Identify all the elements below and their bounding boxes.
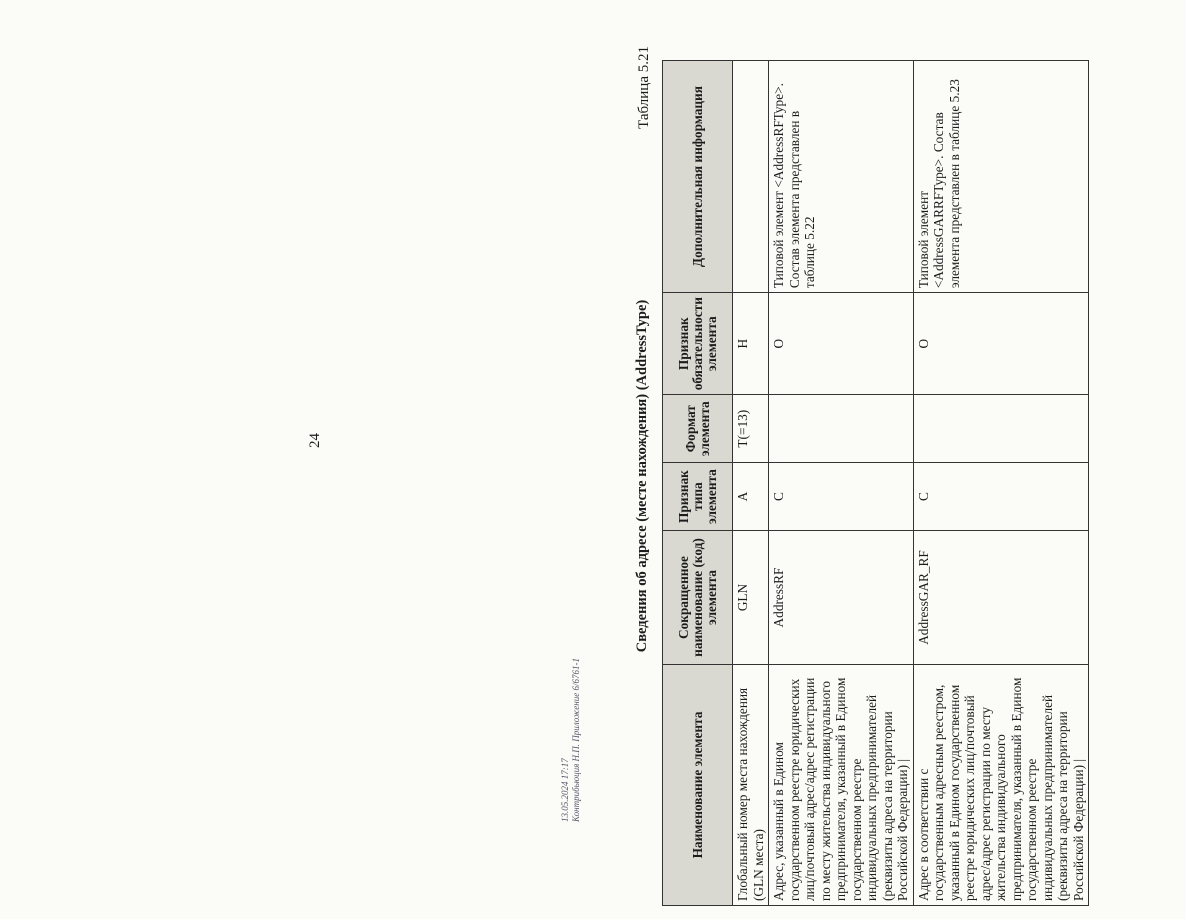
- stamp-line-2: Контрибьюция Н.П. Приложение 6/6761-1: [571, 657, 581, 822]
- cell-code: AddressGAR_RF: [913, 531, 1089, 665]
- table-row: [913, 61, 1089, 906]
- cell-info: Типовой элемент <AddressRFType>. Состав элемента представлен в таблице 5.22: [769, 61, 914, 293]
- cell-format: T(=13): [733, 395, 769, 463]
- page-number: 24: [307, 433, 323, 448]
- header-row: [663, 61, 733, 906]
- cell-type: C: [913, 463, 1089, 531]
- cell-name: Глобальный номер места нахождения (GLN места): [733, 665, 769, 906]
- col-header-info: Дополнительная информация: [663, 61, 733, 293]
- cell-code: AddressRF: [769, 531, 914, 665]
- table-row: [733, 61, 769, 906]
- cell-format: [913, 395, 1089, 463]
- col-header-code: Сокращенное наименование (код) элемента: [663, 531, 733, 665]
- cell-required: O: [913, 293, 1089, 395]
- cell-info: Типовой элемент <AddressGARRFType>. Состав элемента представлен в таблице 5.23: [913, 61, 1089, 293]
- address-table: [662, 60, 1089, 906]
- cell-code: GLN: [733, 531, 769, 665]
- cell-type: A: [733, 463, 769, 531]
- col-header-name: Наименование элемента: [663, 665, 733, 906]
- col-header-required: Признак обязательности элемента: [663, 293, 733, 395]
- cell-required: H: [733, 293, 769, 395]
- col-header-type: Признак типа элемента: [663, 463, 733, 531]
- cell-name: Адрес в соответствии с государственным адресным реестром, указанный в Едином государственном реестре юридических лиц/почтовый адрес/адрес регистрации по месту жительства индивидуального предпринимателя, указанный в Едином государственном реестре индивидуальных предпринимателей (реквизиты адреса на территории Российской Федерации) |: [913, 665, 1089, 906]
- table-caption: Таблица 5.21: [636, 46, 652, 129]
- stamp: [560, 658, 582, 822]
- cell-format: [769, 395, 914, 463]
- rotated-sheet: [626, 36, 1186, 916]
- cell-type: C: [769, 463, 914, 531]
- col-header-format: Формат элемента: [663, 395, 733, 463]
- table-title: Сведения об адресе (месте нахождения) (AddressType): [634, 299, 650, 653]
- cell-required: O: [769, 293, 914, 395]
- table-row: [769, 61, 914, 906]
- cell-info: [733, 61, 769, 293]
- stamp-line-1: 13.05.2024 17:17: [560, 758, 570, 822]
- cell-name: Адрес, указанный в Едином государственном реестре юридических лиц/почтовый адрес/адрес регистрации по месту жительства индивидуального предпринимателя, указанный в Едином государственном реестре индивидуальных предпринимателей (реквизиты адреса на территории Российской Федерации) |: [769, 665, 914, 906]
